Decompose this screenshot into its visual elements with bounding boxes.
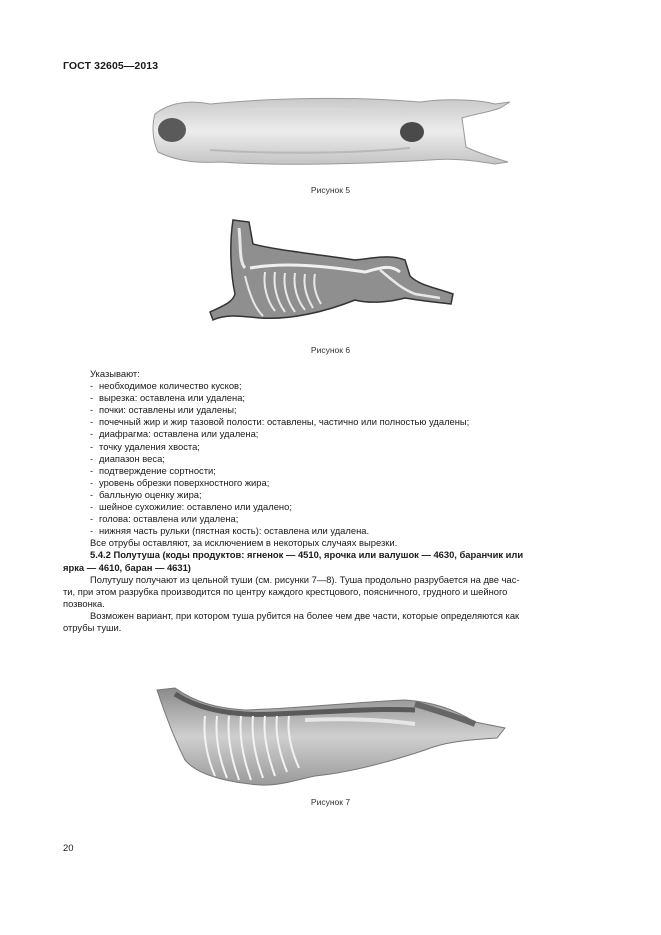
section-heading: 5.4.2 Полутуша (коды продуктов: ягненок — 4510, ярочка или валушок — 4630, баранчик или [90, 549, 524, 561]
page-number: 20 [63, 843, 74, 854]
list-item: - подтверждение сортности; [90, 464, 216, 476]
figure-5-carcass-image [150, 92, 515, 172]
list-item: - голова: оставлена или удалена; [90, 513, 239, 525]
paragraph-2-line-2: отрубы туши. [63, 621, 122, 633]
list-item: - диафрагма: оставлена или удалена; [90, 428, 259, 440]
offal-note: Все отрубы оставляют, за исключением в некоторых случаях вырезки. [90, 537, 398, 549]
list-item: - уровень обрезки поверхностного жира; [90, 476, 270, 488]
paragraph-1-line-3: позвонка. [63, 597, 105, 609]
figure-5-caption: Рисунок 5 [310, 185, 351, 195]
list-item: - почечный жир и жир тазовой полости: оставлены, частично или полностью удалены; [90, 416, 470, 428]
list-item: - диапазон веса; [90, 452, 165, 464]
figure-6-caption: Рисунок 6 [310, 345, 351, 355]
paragraph-1-line-1: Полутушу получают из цельной туши (см. рисунки 7—8). Туша продольно разрубается на две час- [90, 573, 520, 585]
section-heading-continued: ярка — 4610, баран — 4631) [63, 561, 191, 573]
list-item: - вырезка: оставлена или удалена; [90, 392, 246, 404]
list-item: - точку удаления хвоста; [90, 440, 200, 452]
figure-7-half-carcass-image [155, 680, 510, 792]
list-item: - почки: оставлены или удалены; [90, 404, 237, 416]
list-item: - нижняя часть рульки (пястная кость): оставлена или удалена. [90, 525, 370, 537]
document-header: ГОСТ 32605—2013 [63, 60, 159, 72]
list-item: - необходимое количество кусков; [90, 380, 242, 392]
list-item: - балльную оценку жира; [90, 488, 202, 500]
list-item: - шейное сухожилие: оставлено или удалено; [90, 501, 292, 513]
intro-line: Указывают: [90, 368, 140, 379]
figure-6-skeleton-image [205, 216, 460, 328]
paragraph-2-line-1: Возможен вариант, при котором туша рубится на более чем две части, которые определяются как [90, 609, 520, 621]
specification-text [63, 368, 600, 634]
paragraph-1-line-2: ти, при этом разрубка производится по центру каждого крестцового, поясничного, грудного и шейного [63, 585, 508, 597]
figure-7-caption: Рисунок 7 [310, 797, 351, 807]
specification-list [90, 380, 600, 537]
